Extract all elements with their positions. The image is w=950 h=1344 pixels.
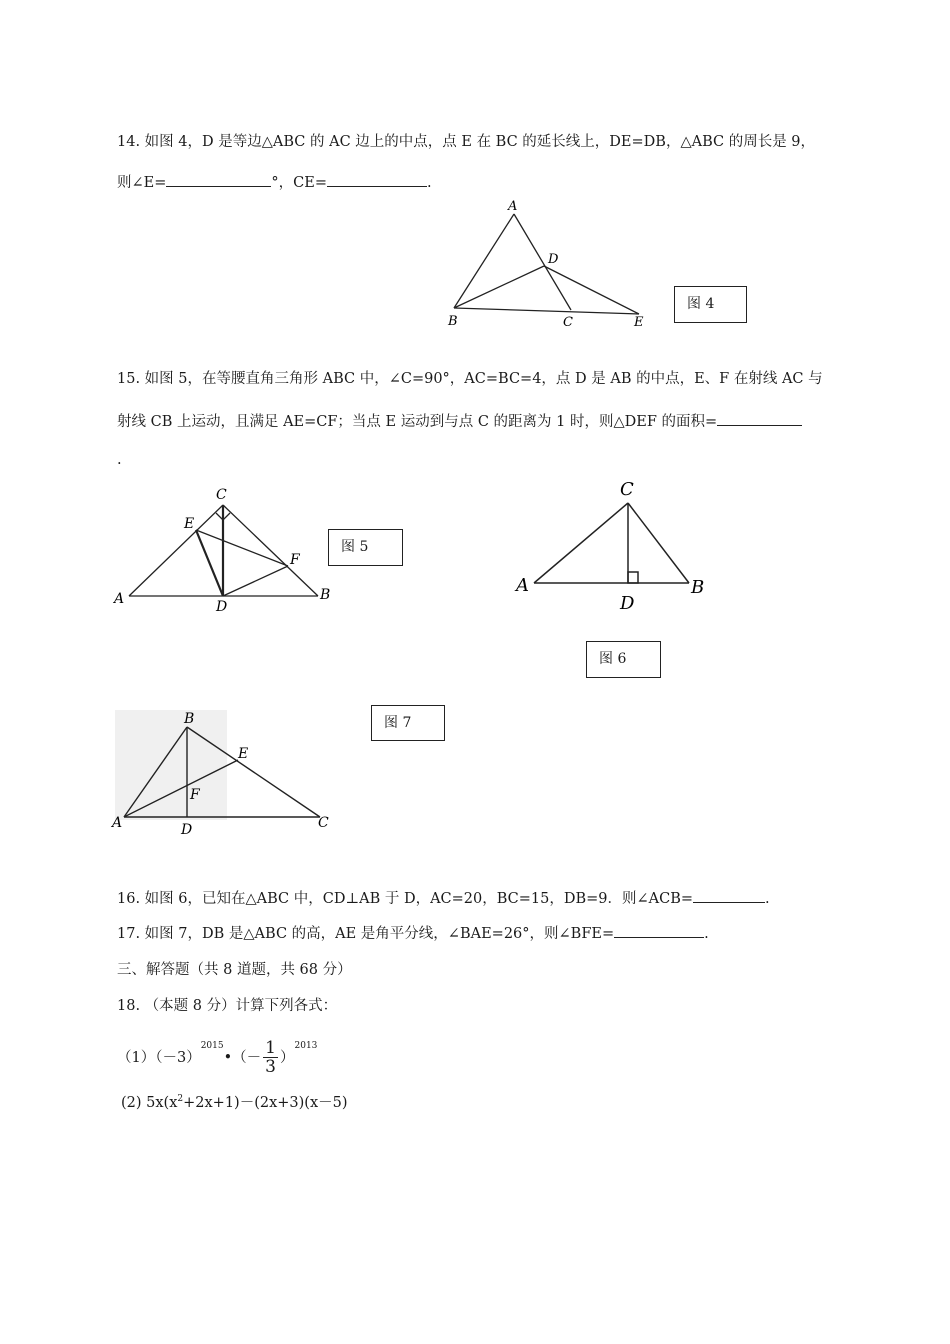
fig4-segment-de bbox=[544, 266, 639, 314]
fig6-label-c: C bbox=[620, 479, 634, 500]
fig5-label-d: D bbox=[216, 599, 228, 615]
fig6-caption: 图 6 bbox=[586, 641, 661, 678]
q18-title: 18. （本题 8 分）计算下列各式： bbox=[117, 998, 338, 1014]
fig6-label-d: D bbox=[620, 593, 635, 614]
q15-line3: . bbox=[117, 452, 122, 468]
q14-angle-label: 则∠E= bbox=[117, 175, 167, 191]
q18-part2-b: +2x+1)－(2x+3)(x－5) bbox=[183, 1095, 348, 1111]
fig5-label-b: B bbox=[320, 587, 331, 603]
q14-line2 bbox=[117, 171, 432, 192]
fig6-label-b: B bbox=[691, 577, 705, 598]
q18-part1-prefix: （1）（－3） bbox=[117, 1049, 201, 1066]
fig5-label-a: A bbox=[114, 591, 125, 607]
q18-part1-exp2: 2013 bbox=[294, 1041, 318, 1051]
figure-5 bbox=[110, 480, 340, 615]
q15-line2-text: 射线 CB 上运动，且满足 AE=CF；当点 E 运动到与点 C 的距离为 1 时，则△DEF 的面积= bbox=[117, 414, 718, 430]
q18-part2-a: (2) 5x(x bbox=[121, 1095, 178, 1111]
q16-end: . bbox=[765, 891, 770, 907]
q18-frac-numerator: 1 bbox=[265, 1038, 276, 1058]
q17-line bbox=[117, 922, 709, 943]
fig5-segment-df bbox=[223, 566, 288, 596]
fig5-label-f: F bbox=[290, 552, 300, 568]
q16-blank[interactable] bbox=[693, 888, 765, 904]
fig5-label-c: C bbox=[216, 487, 227, 503]
figure-7 bbox=[110, 708, 340, 843]
fig5-label-e: E bbox=[184, 516, 195, 532]
q18-frac-denominator: 3 bbox=[265, 1057, 276, 1077]
q18-part1-exp1: 2015 bbox=[200, 1041, 224, 1051]
q14-blank-angle[interactable] bbox=[166, 172, 271, 188]
fig7-label-a: A bbox=[112, 815, 123, 831]
q18-part2-sup: 2 bbox=[177, 1094, 184, 1105]
fig7-label-e: E bbox=[238, 746, 249, 762]
fig5-segment-cb bbox=[223, 505, 318, 596]
fig5-segment-ef bbox=[196, 530, 288, 566]
q17-text: 17. 如图 7，DB 是△ABC 的高，AE 是角平分线，∠BAE=26°，则∠BFE= bbox=[117, 926, 615, 942]
fig4-label-e: E bbox=[634, 315, 644, 330]
fig7-background-shading bbox=[115, 710, 227, 820]
q18-part1-mid: •（－ bbox=[223, 1049, 262, 1066]
fig7-label-f: F bbox=[190, 787, 200, 803]
section3-title: 三、解答题（共 8 道题，共 68 分） bbox=[117, 962, 352, 978]
q14-blank-ce[interactable] bbox=[327, 172, 427, 188]
q16-line bbox=[117, 887, 770, 908]
fig7-label-d: D bbox=[181, 822, 193, 838]
q15-line2 bbox=[117, 410, 802, 431]
q14-end: . bbox=[426, 175, 432, 191]
q14-ce-label: °，CE= bbox=[271, 175, 327, 191]
fig4-label-c: C bbox=[563, 315, 573, 330]
fig4-label-b: B bbox=[448, 314, 458, 329]
q18-part1-close: ） bbox=[280, 1049, 295, 1066]
fig4-segment-be bbox=[454, 308, 639, 314]
q18-part1 bbox=[117, 1040, 317, 1076]
fig6-right-angle-mark bbox=[628, 572, 638, 583]
figure-6 bbox=[510, 475, 710, 615]
fig7-label-c: C bbox=[318, 815, 329, 831]
fig5-caption: 图 5 bbox=[328, 529, 403, 566]
fig6-segment-cb bbox=[628, 503, 689, 583]
q17-end: . bbox=[704, 926, 709, 942]
q15-line1: 15. 如图 5，在等腰直角三角形 ABC 中，∠C=90°，AC=BC=4，点 D 是 AB 的中点，E、F 在射线 AC 与 bbox=[117, 371, 823, 387]
fig7-caption: 图 7 bbox=[371, 705, 445, 741]
fig5-segment-ac bbox=[129, 505, 223, 596]
q16-text: 16. 如图 6，已知在△ABC 中，CD⊥AB 于 D，AC=20，BC=15，DB=9．则∠ACB= bbox=[117, 891, 694, 907]
q14-line1: 14. 如图 4，D 是等边△ABC 的 AC 边上的中点，点 E 在 BC 的延长线上，DE=DB，△ABC 的周长是 9， bbox=[117, 134, 816, 150]
figure-4 bbox=[440, 195, 660, 335]
fig4-label-d: D bbox=[548, 252, 559, 267]
fig4-caption: 图 4 bbox=[674, 286, 747, 323]
q18-part2 bbox=[121, 1091, 348, 1112]
q17-blank[interactable] bbox=[614, 923, 704, 939]
fig4-segment-ac bbox=[514, 214, 571, 310]
q15-blank-area[interactable] bbox=[717, 411, 802, 427]
q18-part1-fraction bbox=[263, 1040, 278, 1076]
fig4-label-a: A bbox=[508, 199, 518, 214]
fig7-label-b: B bbox=[184, 711, 195, 727]
fig5-segment-ed bbox=[196, 530, 223, 596]
fig6-segment-ac bbox=[534, 503, 628, 583]
fig6-label-a: A bbox=[516, 575, 529, 596]
